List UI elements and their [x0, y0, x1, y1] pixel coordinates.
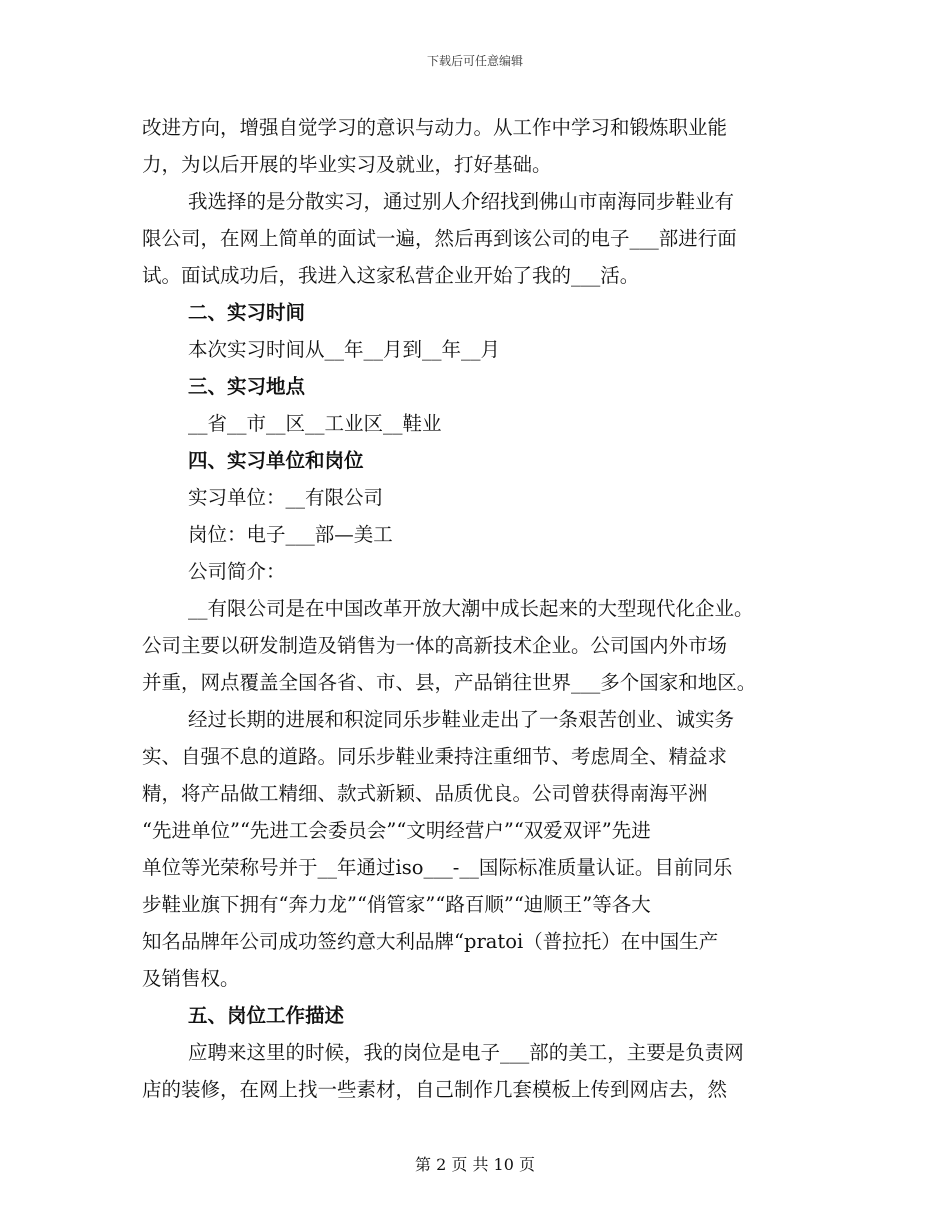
page-header: 下载后可任意编辑 — [426, 54, 523, 68]
document-body — [142, 109, 810, 1108]
paragraph-line: “先进单位”“先进工会委员会”“文明经营户”“双爱双评”先进 — [142, 819, 651, 842]
paragraph-line: 步鞋业旗下拥有“奔力龙”“俏管家”“路百顺”“迪顺王”等各大 — [142, 893, 651, 916]
paragraph-line: 力，为以后开展的毕业实习及就业，打好基础。 — [142, 153, 552, 176]
paragraph-line: 经过长期的进展和积淀同乐步鞋业走出了一条艰苦创业、诚实务 — [188, 708, 735, 731]
section-heading: 五、岗位工作描述 — [188, 1004, 345, 1027]
paragraph-line: 实、自强不息的道路。同乐步鞋业秉持注重细节、考虑周全、精益求 — [142, 745, 728, 768]
paragraph-line: 本次实习时间从__年__月到__年__月 — [188, 338, 501, 361]
paragraph-line: 岗位：电子___部—美工 — [188, 523, 393, 546]
paragraph-line: 应聘来这里的时候，我的岗位是电子___部的美工，主要是负责网 — [188, 1041, 744, 1064]
paragraph-line: 实习单位：__有限公司 — [188, 486, 384, 509]
paragraph-line: 精，将产品做工精细、款式新颖、品质优良。公司曾获得南海平洲 — [142, 782, 708, 805]
section-heading: 三、实习地点 — [188, 375, 306, 398]
paragraph-line: 改进方向，增强自觉学习的意识与动力。从工作中学习和锻炼职业能 — [142, 116, 728, 139]
section-heading: 二、实习时间 — [188, 301, 306, 324]
paragraph-line: 店的装修，在网上找一些素材，自己制作几套模板上传到网店去，然 — [142, 1078, 728, 1101]
paragraph-line: __省__市__区__工业区__鞋业 — [188, 412, 442, 435]
paragraph-line: 并重，网点覆盖全国各省、市、县，产品销往世界___多个国家和地区。 — [142, 671, 757, 694]
paragraph-line: __有限公司是在中国改革开放大潮中成长起来的大型现代化企业。 — [188, 597, 754, 620]
paragraph-line: 限公司，在网上简单的面试一遍，然后再到该公司的电子___部进行面 — [142, 227, 737, 250]
paragraph-line: 单位等光荣称号并于__年通过iso___-__国际标准质量认证。目前同乐 — [142, 856, 733, 879]
page-footer: 第 2 页 共 10 页 — [415, 1155, 535, 1174]
paragraph-line: 知名品牌年公司成功签约意大利品牌“pratoi（普拉托）在中国生产 — [142, 930, 719, 953]
paragraph-line: 及销售权。 — [142, 967, 240, 990]
section-heading: 四、实习单位和岗位 — [188, 449, 364, 472]
paragraph-line: 公司简介： — [188, 560, 286, 583]
paragraph-line: 公司主要以研发制造及销售为一体的高新技术企业。公司国内外市场 — [142, 634, 728, 657]
paragraph-line: 我选择的是分散实习，通过别人介绍找到佛山市南海同步鞋业有 — [188, 190, 735, 213]
paragraph-line: 试。面试成功后，我进入这家私营企业开始了我的___活。 — [142, 264, 640, 287]
